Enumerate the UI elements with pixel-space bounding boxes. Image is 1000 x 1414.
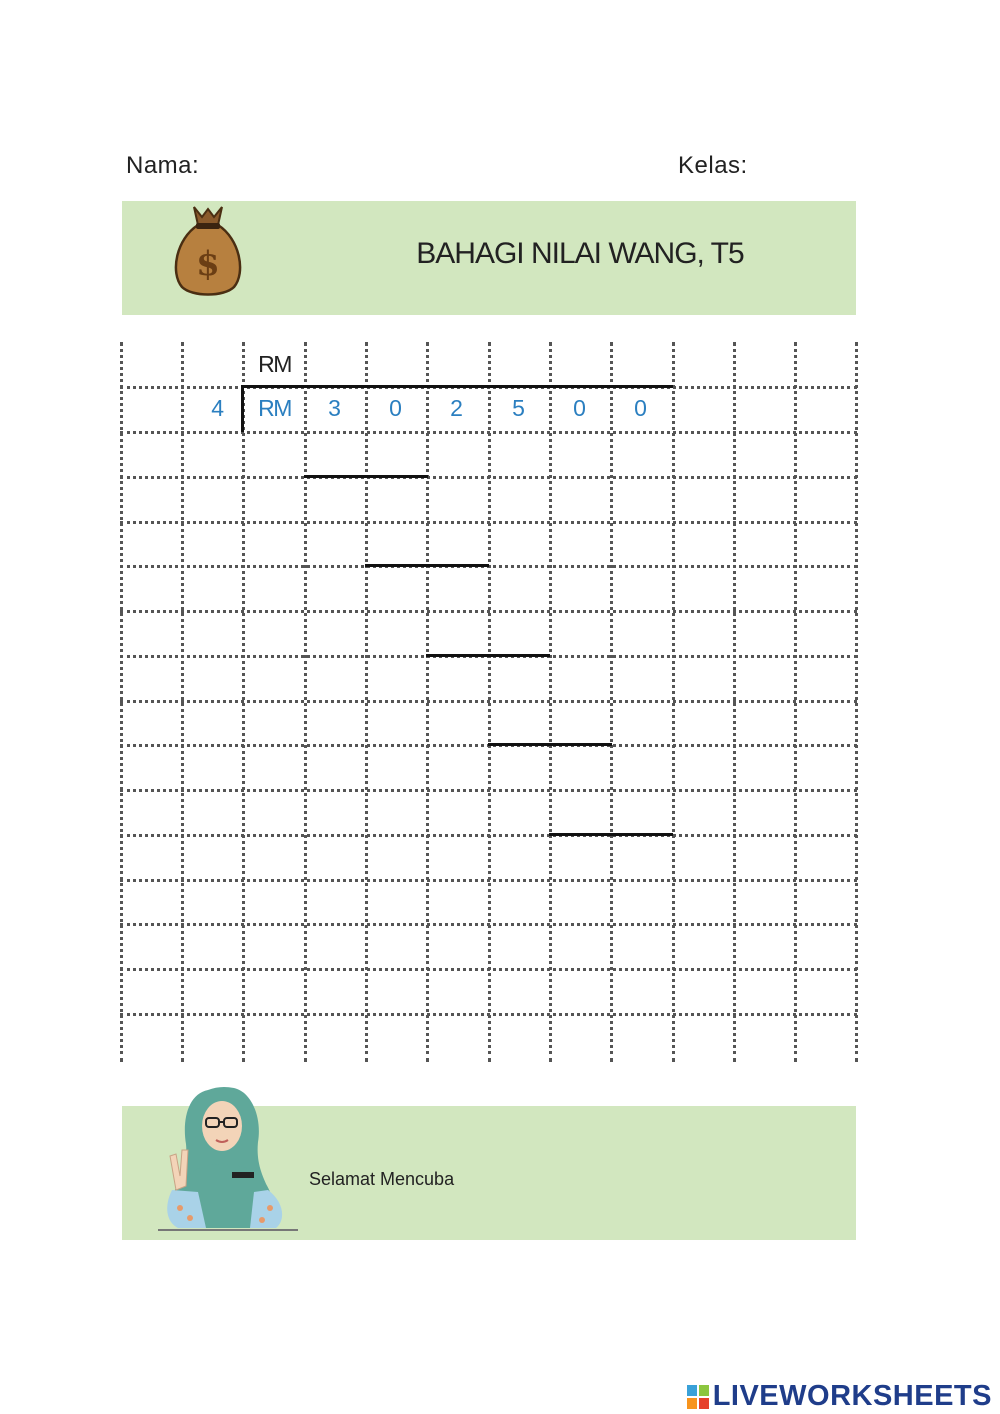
divisor: 4: [211, 394, 224, 421]
subtraction-line: [488, 743, 612, 746]
worksheet-title: BAHAGI NILAI WANG, T5: [416, 237, 744, 270]
dividend-digit: 0: [573, 394, 586, 421]
liveworksheets-logo-icon: [687, 1385, 709, 1409]
kelas-label: Kelas:: [678, 152, 748, 179]
dividend-digit: 3: [328, 394, 341, 421]
dividend-currency: RM: [258, 394, 291, 421]
footer-banner: [122, 1106, 856, 1240]
subtraction-line: [549, 833, 673, 836]
subtraction-line: [365, 564, 489, 567]
subtraction-line: [426, 654, 550, 657]
money-bag-icon: [172, 203, 244, 297]
nama-label: Nama:: [126, 152, 200, 179]
dividend-digit: 0: [634, 394, 647, 421]
liveworksheets-watermark: [687, 1380, 992, 1413]
teacher-illustration: [158, 1080, 298, 1232]
division-grid: [120, 342, 857, 1062]
svg-text:$: $: [196, 244, 220, 284]
quotient-currency: RM: [258, 350, 291, 377]
watermark-text: LIVEWORKSHEETS: [712, 1380, 992, 1412]
subtraction-line: [304, 475, 428, 478]
dividend-digit: 2: [450, 394, 463, 421]
dividend-digit: 0: [389, 394, 402, 421]
dividend-digit: 5: [512, 394, 525, 421]
header-banner: [122, 201, 856, 315]
footer-message: Selamat Mencuba: [309, 1169, 455, 1189]
